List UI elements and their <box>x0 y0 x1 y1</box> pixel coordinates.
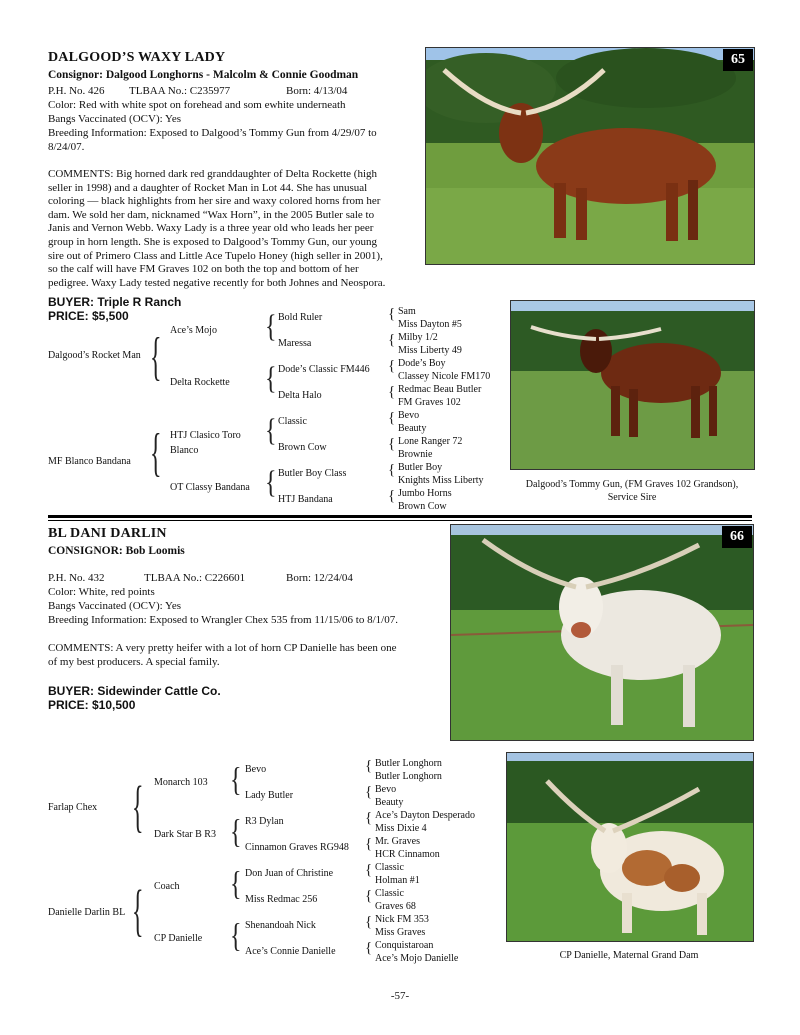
page-number: -57- <box>390 990 410 1002</box>
section-divider <box>48 515 752 518</box>
pedigree-gen4: Sam <box>398 306 416 317</box>
pedigree-gen4: Miss Graves <box>375 927 426 938</box>
lot-65-breeding-cont: 8/24/07. <box>48 141 85 153</box>
lot-66-number: 66 <box>722 526 752 548</box>
brace: { <box>150 425 162 483</box>
pedigree-gen4: Beauty <box>375 797 404 808</box>
brace: { <box>365 940 373 956</box>
pedigree-gen4: Conquistaroan <box>375 940 434 951</box>
pedigree-gen2: HTJ Clasico Toro <box>170 430 241 441</box>
lot-66-consignor: CONSIGNOR: Bob Loomis <box>48 545 185 557</box>
lot-66-born: Born: 12/24/04 <box>286 572 353 584</box>
lot-66-comments: COMMENTS: A very pretty heifer with a lot of horn CP Danielle has been one <box>48 642 397 654</box>
pedigree-gen4: Lone Ranger 72 <box>398 436 463 447</box>
brace: { <box>132 777 144 840</box>
lot-65-buyer: BUYER: Triple R Ranch <box>48 295 182 309</box>
pedigree-gen4: Beauty <box>398 423 427 434</box>
pedigree-gen2: CP Danielle <box>154 933 203 944</box>
lot-65-price: PRICE: $5,500 <box>48 309 129 323</box>
lot-65-tlbaa: TLBAA No.: C235977 <box>129 85 231 97</box>
lot-65-breeding: Breeding Information: Exposed to Dalgood’s Tommy Gun from 4/29/07 to <box>48 127 377 139</box>
brace: { <box>388 306 396 322</box>
pedigree-gen4: Knights Miss Liberty <box>398 475 484 486</box>
pedigree-gen4: Graves 68 <box>375 901 416 912</box>
pedigree-gen4: Milby 1/2 <box>398 332 438 343</box>
pedigree-sire: Dalgood’s Rocket Man <box>48 350 141 361</box>
brace: { <box>388 462 396 478</box>
lot-66-breeding: Breeding Information: Exposed to Wrangler Chex 535 from 11/15/06 to 8/1/07. <box>48 614 398 626</box>
pedigree-gen3: Dode’s Classic FM446 <box>278 364 370 375</box>
pedigree-gen4: Bevo <box>375 784 397 795</box>
lot-65-consignor: Consignor: Dalgood Longhorns - Malcolm & Connie Goodman <box>48 69 359 81</box>
pedigree-gen3: Shenandoah Nick <box>245 920 316 931</box>
pedigree-gen4: Butler Longhorn <box>375 771 442 782</box>
lot-66-cow-photo <box>450 524 754 741</box>
lot-65-number: 65 <box>723 49 753 71</box>
brace: { <box>388 436 396 452</box>
brace: { <box>365 784 373 800</box>
pedigree-gen2: Ace’s Mojo <box>170 325 217 336</box>
lot-66-buyer: BUYER: Sidewinder Cattle Co. <box>48 684 221 698</box>
pedigree-gen4: Butler Boy <box>398 462 443 473</box>
pedigree-gen3: Ace’s Connie Danielle <box>245 946 336 957</box>
lot-66-comments-cont: of my best producers. A special family. <box>48 656 220 668</box>
section-divider-thin <box>48 520 752 521</box>
pedigree-gen2: Delta Rockette <box>170 377 230 388</box>
pedigree-gen4: Holman #1 <box>375 875 420 886</box>
lot-66-price: PRICE: $10,500 <box>48 698 136 712</box>
service-sire-caption: Dalgood’s Tommy Gun, (FM Graves 102 Grandson), Service Sire <box>525 479 739 503</box>
pedigree-gen2: Coach <box>154 881 180 892</box>
lot-66-title: BL DANI DARLIN <box>48 526 167 541</box>
brace: { <box>265 466 277 501</box>
pedigree-gen3: HTJ Bandana <box>278 494 333 505</box>
pedigree-gen4: Miss Liberty 49 <box>398 345 462 356</box>
pedigree-gen3: Miss Redmac 256 <box>245 894 318 905</box>
pedigree-gen4: Classic <box>375 862 404 873</box>
lot-66-tlbaa: TLBAA No.: C226601 <box>144 572 246 584</box>
brace: { <box>388 332 396 348</box>
pedigree-gen3: Lady Butler <box>245 790 294 801</box>
lot-66-color: Color: White, red points <box>48 586 155 598</box>
pedigree-gen2: Blanco <box>170 445 199 456</box>
brace: { <box>365 758 373 774</box>
pedigree-gen3: Cinnamon Graves RG948 <box>245 842 349 853</box>
pedigree-gen2: OT Classy Bandana <box>170 482 250 493</box>
brace: { <box>365 862 373 878</box>
lot-65-color: Color: Red with white spot on forehead and som ewhite underneath <box>48 99 346 111</box>
pedigree-gen4: Bevo <box>398 410 420 421</box>
pedigree-gen4: Dode’s Boy <box>398 358 446 369</box>
pedigree-gen4: Mr. Graves <box>375 836 420 847</box>
service-sire-photo <box>510 300 755 470</box>
brace: { <box>388 488 396 504</box>
brace: { <box>230 814 242 851</box>
pedigree-gen3: Brown Cow <box>278 442 327 453</box>
brace: { <box>230 866 242 903</box>
maternal-grand-dam-caption: CP Danielle, Maternal Grand Dam <box>559 950 699 961</box>
lot-65-ph: P.H. No. 426 <box>48 85 105 97</box>
pedigree-gen3: Classic <box>278 416 307 427</box>
brace: { <box>388 410 396 426</box>
pedigree-gen4: Brown Cow <box>398 501 447 512</box>
pedigree-gen4: Butler Longhorn <box>375 758 442 769</box>
pedigree-gen4: Miss Dixie 4 <box>375 823 427 834</box>
maternal-grand-dam-photo <box>506 752 754 942</box>
brace: { <box>388 384 396 400</box>
brace: { <box>265 362 277 397</box>
pedigree-gen3: Butler Boy Class <box>278 468 347 479</box>
pedigree-gen4: Brownie <box>398 449 433 460</box>
lot-65-born: Born: 4/13/04 <box>286 85 348 97</box>
pedigree-gen2: Dark Star B R3 <box>154 829 216 840</box>
pedigree-gen4: FM Graves 102 <box>398 397 461 408</box>
pedigree-gen3: Bold Ruler <box>278 312 323 323</box>
brace: { <box>365 810 373 826</box>
pedigree-gen3: R3 Dylan <box>245 816 284 827</box>
brace: { <box>388 358 396 374</box>
pedigree-gen2: Monarch 103 <box>154 777 208 788</box>
brace: { <box>365 888 373 904</box>
lot-65-comments: COMMENTS: Big horned dark red granddaughter of Delta Rockette (high seller in 1998) and a daughter of Rocket Man in Lot 44. She has unusual coloring — black highlights from her sire and waxy colored horns from her dam. We sold her dam, nicknamed “Wax Horn”, in the 2005 Butler sale to Janis and Vernon Webb. Waxy Lady is a three year old who leads her peer group in horn length. She is exposed to Dalgood’s Tommy Gun, our young sire out of Primero Class and Little Ace Tupelo Honey (high seller in 2001), so the calf will have FM Graves 102 on both the top and bottom of her pedigree. Waxy Lady tested negative recently for both Johnes and Neospora. <box>48 168 386 289</box>
brace: { <box>150 329 162 387</box>
pedigree-gen4: Nick FM 353 <box>375 914 429 925</box>
brace: { <box>265 414 277 449</box>
pedigree-gen4: Ace’s Mojo Danielle <box>375 953 459 964</box>
pedigree-gen3: Maressa <box>278 338 312 349</box>
pedigree-sire: Farlap Chex <box>48 802 98 813</box>
pedigree-gen4: Redmac Beau Butler <box>398 384 482 395</box>
brace: { <box>265 310 277 345</box>
pedigree-gen4: Classey Nicole FM170 <box>398 371 491 382</box>
pedigree-gen3: Don Juan of Christine <box>245 868 334 879</box>
pedigree-gen4: Miss Dayton #5 <box>398 319 462 330</box>
pedigree-dam: MF Blanco Bandana <box>48 456 131 467</box>
pedigree-gen4: Jumbo Horns <box>398 488 452 499</box>
brace: { <box>132 881 144 944</box>
pedigree-gen4: Ace’s Dayton Desperado <box>375 810 475 821</box>
pedigree-gen3: Bevo <box>245 764 267 775</box>
pedigree-gen4: Classic <box>375 888 404 899</box>
brace: { <box>230 918 242 955</box>
pedigree-gen3: Delta Halo <box>278 390 322 401</box>
lot-65-title: DALGOOD’S WAXY LADY <box>48 50 226 65</box>
brace: { <box>365 836 373 852</box>
pedigree-gen4: HCR Cinnamon <box>375 849 440 860</box>
brace: { <box>230 762 242 799</box>
brace: { <box>365 914 373 930</box>
lot-65-cow-photo <box>425 47 755 265</box>
lot-66-ph: P.H. No. 432 <box>48 572 105 584</box>
lot-66-bangs: Bangs Vaccinated (OCV): Yes <box>48 600 182 612</box>
lot-65-bangs: Bangs Vaccinated (OCV): Yes <box>48 113 182 125</box>
pedigree-dam: Danielle Darlin BL <box>48 907 126 918</box>
